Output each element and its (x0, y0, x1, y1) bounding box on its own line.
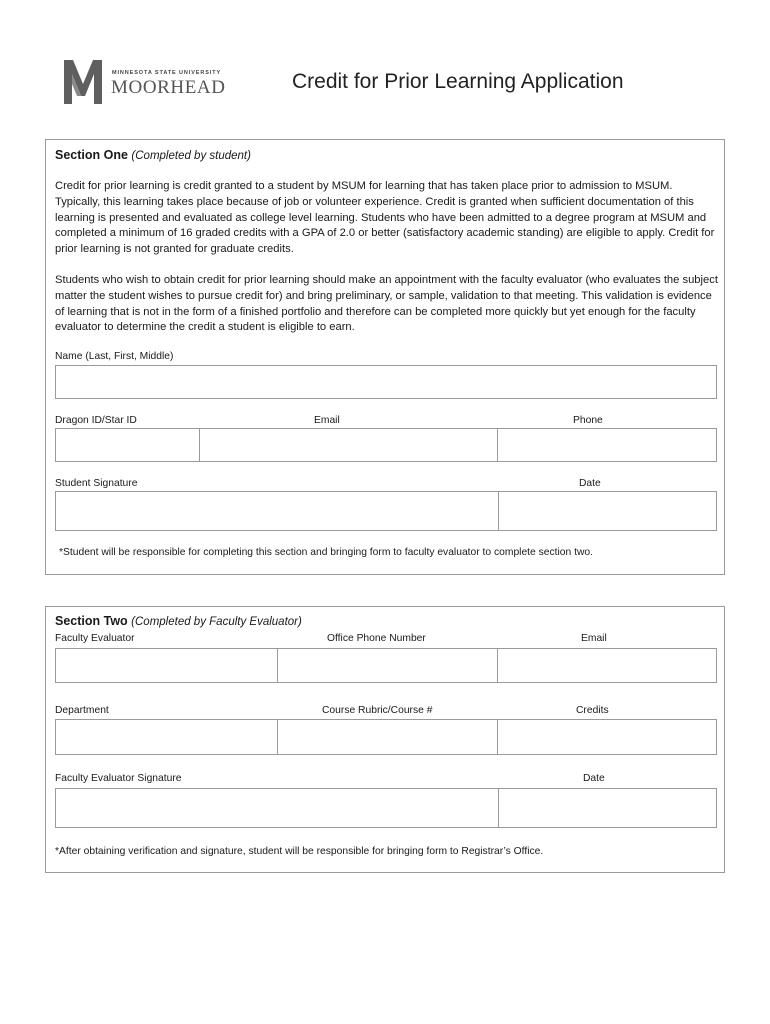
course-label: Course Rubric/Course # (322, 705, 433, 716)
logo-university-line: MINNESOTA STATE UNIVERSITY (112, 70, 222, 76)
dragon-id-label: Dragon ID/Star ID (55, 415, 137, 426)
msum-logo-icon (62, 58, 104, 106)
evaluator-date-input[interactable] (498, 789, 716, 827)
department-course-credits-row (55, 719, 717, 755)
faculty-evaluator-input[interactable] (56, 649, 277, 682)
section-one (45, 139, 725, 575)
department-label: Department (55, 705, 109, 716)
student-date-input[interactable] (498, 492, 716, 530)
logo-wordmark: MOORHEAD (111, 77, 226, 98)
document-title: Credit for Prior Learning Application (292, 70, 624, 93)
evaluator-signature-input[interactable] (56, 789, 498, 827)
student-signature-row (55, 491, 717, 531)
id-email-phone-row (55, 428, 717, 462)
evaluator-signature-row (55, 788, 717, 828)
course-input[interactable] (277, 720, 497, 754)
department-input[interactable] (56, 720, 277, 754)
faculty-email-input[interactable] (497, 649, 716, 682)
evaluator-date-label: Date (583, 773, 605, 784)
student-signature-label: Student Signature (55, 478, 138, 489)
section-two (45, 606, 725, 873)
office-phone-label: Office Phone Number (327, 633, 426, 644)
section-one-heading: Section One (Completed by student) (55, 148, 251, 162)
phone-input[interactable] (497, 429, 716, 461)
evaluator-signature-label: Faculty Evaluator Signature (55, 773, 182, 784)
section-two-note: *After obtaining verification and signature, student will be responsible for bringing form to Registrar’s Office. (55, 846, 544, 857)
phone-label: Phone (573, 415, 603, 426)
email-label: Email (314, 415, 340, 426)
credits-input[interactable] (497, 720, 716, 754)
section-one-paragraph-1: Credit for prior learning is credit granted to a student by MSUM for learning that has taken place prior to admission to MSUM. Typically, this learning takes place because of job or volunteer experience. Credit is granted when sufficient documentation of this learning is presented and evaluated as college level learning. Students who have been admitted to a degree program at MSUM and completed a minimum of 16 graded credits with a GPA of 2.0 or better (satisfactory academic standing) are eligible to apply. Credit for prior learning is not granted for graduate credits. (55, 180, 715, 256)
name-label: Name (Last, First, Middle) (55, 351, 174, 362)
evaluator-phone-email-row (55, 648, 717, 683)
student-signature-input[interactable] (56, 492, 498, 530)
faculty-email-label: Email (581, 633, 607, 644)
credits-label: Credits (576, 705, 609, 716)
name-input[interactable] (56, 366, 716, 398)
section-one-paragraph-2: Students who wish to obtain credit for prior learning should make an appointment with the faculty evaluator (who evaluates the subject matter the student wishes to pursue credit for) and bring preliminary, or sample, validation to that meeting. This validation is evidence of learning that is not in the form of a finished portfolio and therefore can be completed more quickly but yet enough for the faculty evaluator to determine the credit a student is eligible to earn. (55, 274, 718, 334)
name-field-row (55, 365, 717, 399)
section-one-note: *Student will be responsible for completing this section and bringing form to faculty evaluator to complete section two. (59, 547, 594, 558)
student-date-label: Date (579, 478, 601, 489)
faculty-evaluator-label: Faculty Evaluator (55, 633, 135, 644)
office-phone-input[interactable] (277, 649, 497, 682)
dragon-id-input[interactable] (56, 429, 199, 461)
student-email-input[interactable] (199, 429, 497, 461)
section-two-heading: Section Two (Completed by Faculty Evaluator) (55, 614, 302, 628)
